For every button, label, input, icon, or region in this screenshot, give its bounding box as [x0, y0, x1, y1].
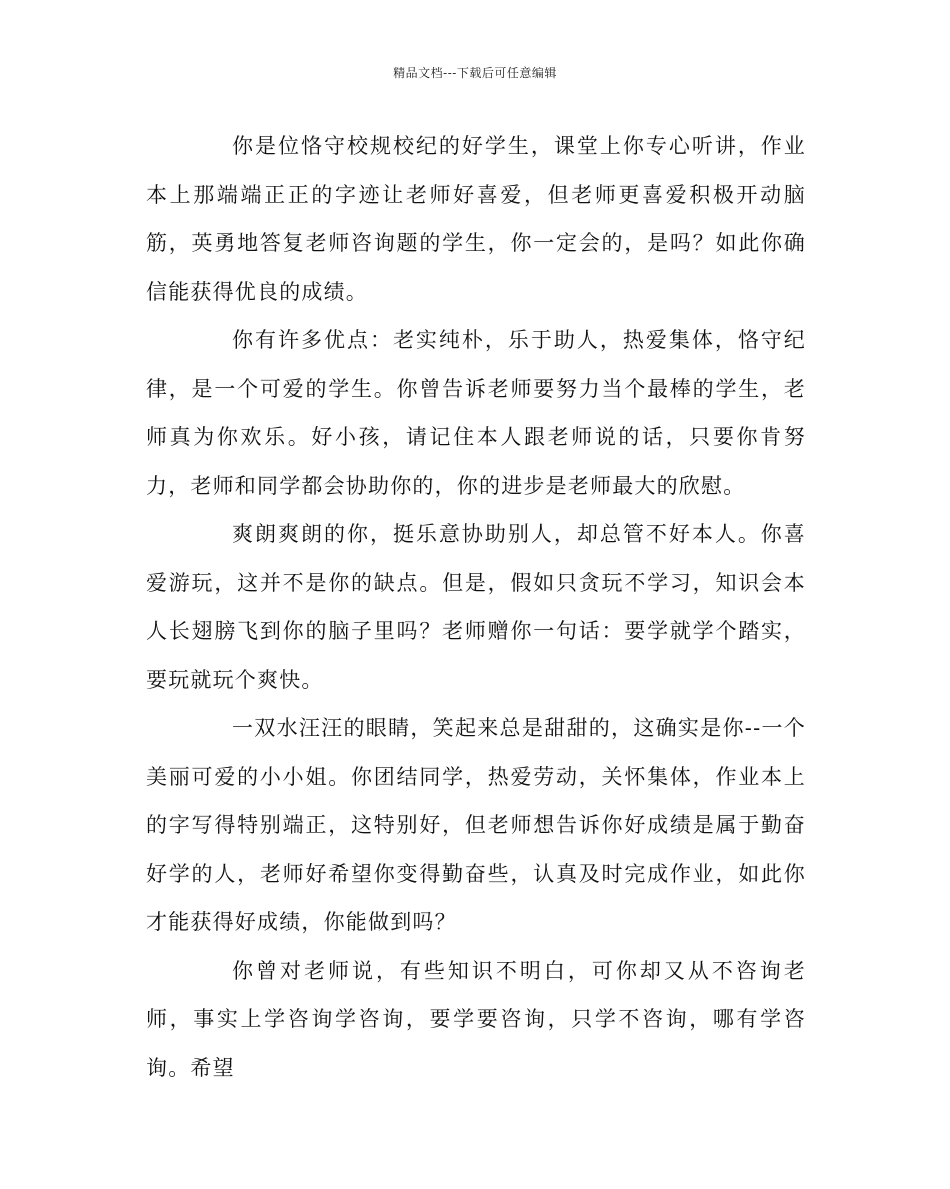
paragraph: 爽朗爽朗的你，挺乐意协助别人，却总管不好本人。你喜爱游玩，这并不是你的缺点。但是，假如只贪玩不学习，知识会本人长翅膀飞到你的脑子里吗？老师赠你一句话：要学就学个踏实，要玩就玩个爽快。 [146, 522, 806, 692]
paragraph: 你是位恪守校规校纪的好学生，课堂上你专心听讲，作业本上那端端正正的字迹让老师好喜爱，但老师更喜爱积极开动脑筋，英勇地答复老师咨询题的学生，你一定会的，是吗？如此你确信能获得优良的成绩。 [146, 134, 806, 304]
paragraph: 你有许多优点：老实纯朴，乐于助人，热爱集体，恪守纪律，是一个可爱的学生。你曾告诉老师要努力当个最棒的学生，老师真为你欢乐。好小孩，请记住本人跟老师说的话，只要你肯努力，老师和同学都会协助你的，你的进步是老师最大的欣慰。 [146, 328, 806, 498]
page-header: 精品文档---下载后可任意编辑 [393, 66, 557, 80]
document-body [146, 122, 806, 1092]
paragraph: 你曾对老师说，有些知识不明白，可你却又从不咨询老师，事实上学咨询学咨询，要学要咨询，只学不咨询，哪有学咨询。希望 [146, 958, 806, 1080]
paragraph: 一双水汪汪的眼睛，笑起来总是甜甜的，这确实是你--一个美丽可爱的小小姐。你团结同学，热爱劳动，关怀集体，作业本上的字写得特别端正，这特别好，但老师想告诉你好成绩是属于勤奋好学的人，老师好希望你变得勤奋些，认真及时完成作业，如此你才能获得好成绩，你能做到吗？ [146, 716, 806, 934]
